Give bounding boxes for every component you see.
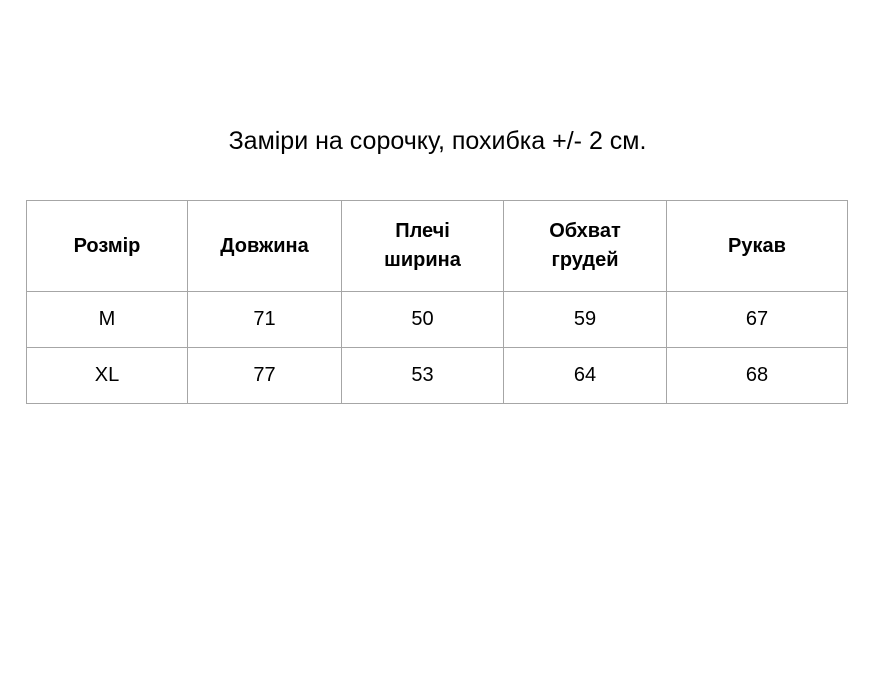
table-row [27, 292, 848, 348]
header-chest-label: Обхват грудей [549, 220, 621, 271]
page-title: Заміри на сорочку, похибка +/- 2 см. [228, 127, 647, 155]
header-shoulder-width-label: Плечі ширина [384, 220, 461, 271]
header-shoulder-width [342, 201, 504, 292]
cell-size: M [27, 292, 188, 348]
cell-sleeve: 68 [667, 348, 848, 404]
cell-length: 77 [188, 348, 342, 404]
header-sleeve-label: Рукав [728, 234, 786, 257]
header-sleeve [667, 201, 848, 292]
header-length [188, 201, 342, 292]
header-length-label: Довжина [220, 234, 309, 257]
cell-size: XL [27, 348, 188, 404]
cell-length: 71 [188, 292, 342, 348]
cell-shoulder-width: 50 [342, 292, 504, 348]
cell-chest: 64 [504, 348, 667, 404]
size-table [26, 200, 848, 404]
header-size-label: Розмір [73, 234, 141, 257]
cell-chest: 59 [504, 292, 667, 348]
header-size [27, 201, 188, 292]
table-header-row [27, 201, 848, 292]
header-chest [504, 201, 667, 292]
table-row [27, 348, 848, 404]
cell-sleeve: 67 [667, 292, 848, 348]
cell-shoulder-width: 53 [342, 348, 504, 404]
